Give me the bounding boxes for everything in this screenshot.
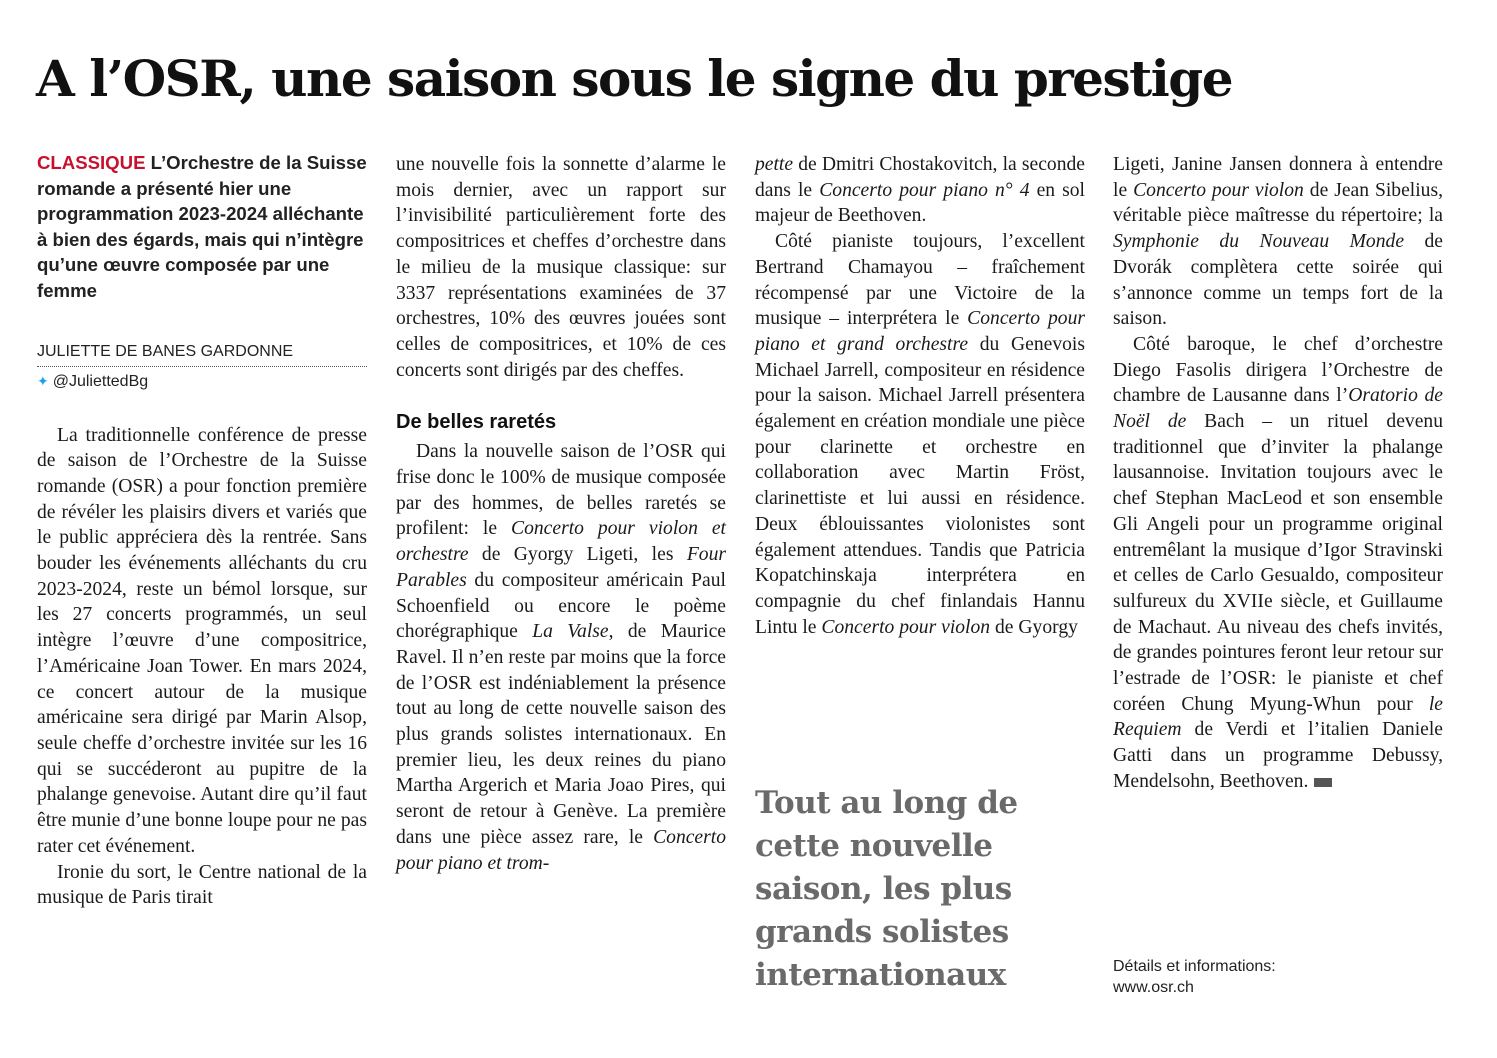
work-title: pette [755,154,794,175]
article-paragraph-continued [755,152,1085,229]
paragraph-text: en sol majeur de Beethoven. [755,179,1086,227]
article-body [37,423,367,911]
article-column-3 [755,152,1085,640]
twitter-handle-line[interactable] [37,370,367,393]
paragraph-text: de Verdi et l’italien Daniele Gatti dans un programme Debussy, Mendelsohn, Beethoven. [1113,719,1443,792]
work-title: Concerto pour piano et grand orchestre [755,308,1085,355]
paragraph-text: Ironie du sort, le Centre national de la musique de Paris tirait [37,861,367,909]
article-paragraph [396,439,726,876]
article-paragraph [37,860,367,911]
details-link[interactable]: www.osr.ch [1113,979,1194,996]
details-box [1113,956,1276,998]
end-of-article-mark [1314,778,1332,787]
paragraph-text: de Dmitri Chostakovitch, la seconde dans le [755,154,1085,201]
article-column-4 [1113,152,1443,795]
article-paragraph: La traditionnelle conférence de presse de saison de l’Orchestre de la Suisse romande (OSR) a pour fonction première de révéler les plaisirs divers et variés que le public appréciera dès la rentrée. Sans bouder les événements alléchants du cru 2023-2024, reste un bémol lorsque, sur les 27 concerts programmés, un seul intègre l’œuvre d’une compositrice, l’Américaine Joan Tower. En mars 2024, ce concert autour de la musique américaine sera dirigé par Marin Alsop, seule cheffe d’orchestre invitée sur les 16 qui se succéderont au pupitre de la phalange genevoise. Autant dire qu’il faut être munie d’une bonne loupe pour ne pas rater cet événement. [37,424,367,857]
article-paragraph-continued [1113,152,1443,332]
work-title: La Valse [532,621,609,643]
twitter-handle[interactable]: @JuliettedBg [52,372,149,390]
article-column-2 [396,152,726,876]
paragraph-text: de Gyorgy [990,616,1078,638]
lead-text: L’Orchestre de la Suisse romande a présenté hier une programmation 2023-2024 alléchante à bien des égards, mais qui n’intègre qu’une œuvre composée par une femme [37,152,367,301]
paragraph-text: de Jean Sibelius, véritable pièce maîtresse du répertoire; la [1113,179,1443,227]
article-paragraph-continued: une nouvelle fois la sonnette d’alarme le mois dernier, avec un rapport sur l’invisibilité particulièrement forte des compositrices et cheffes d’orchestre dans le milieu de la musique classique: sur 3337 représentations examinées de 37 orchestres, 10% des œuvres jouées sont celles de compositrices, et 10% de ces concerts sont dirigés par des cheffes. [396,154,726,381]
work-title: Oratorio de Noël de [1113,385,1443,433]
work-title: Symphonie du Nouveau Monde [1113,231,1405,253]
lead-paragraph [37,150,367,304]
pull-quote: Tout au long de cette nouvelle saison, les plus grands solistes internationaux [755,785,1018,993]
paragraph-text: , de Maurice Ravel. Il n’en reste par moins que la force de l’OSR est indéniablement la présence tout au long de cette nouvelle saison des plus grands solistes internationaux. En premier lieu, les deux reines du piano Martha Argerich et Maria Joao Pires, qui seront de retour à Genève. La première dans une pièce assez rare, le [396,621,726,848]
subheading: De belles raretés [396,411,557,434]
article-column-1 [37,150,367,911]
section-kicker: CLASSIQUE [37,152,146,173]
headline: A l’OSR, une saison sous le signe du prestige [36,49,1233,108]
author-byline: JULIETTE DE BANES GARDONNE [37,342,367,367]
article-paragraph [1113,332,1443,795]
work-title: Concerto pour violon [821,616,991,638]
paragraph-text: Côté pianiste toujours, l’excellent Bertrand Chamayou – fraîchement récompensé par une Victoire de la musique – interprétera le [755,231,1085,330]
work-title: Four Parables [396,544,726,591]
paragraph-text: Bach – un rituel devenu traditionnel que d’inviter la phalange lausannoise. Invitation toujours avec le chef Stephan MacLeod et son ensemble Gli Angeli pour un programme original entremêlant la musique d’Igor Stravinski et celles de Carlo Gesualdo, compositeur sulfureux du XVIIe siècle, et Guillaume de Machaut. Au niveau des chefs invités, de grandes pointures feront leur retour sur l’estrade de l’OSR: le pianiste et chef coréen Chung Myung-Whun pour [1113,411,1443,715]
work-title: Concerto pour piano et trom- [396,826,726,874]
paragraph-text: du compositeur américain Paul Schoenfield ou encore le poème chorégraphique [396,569,726,643]
details-label: Détails et informations: [1113,958,1276,975]
paragraph-text: Dans la nouvelle saison de l’OSR qui frise donc le 100% de musique composée par des hommes, de belles raretés se profilent: le [396,441,726,540]
work-title: Concerto pour violon [1133,179,1304,201]
paragraph-text: Côté baroque, le chef d’orchestre Diego Fasolis dirigera l’Orchestre de chambre de Lausanne dans l’ [1113,333,1443,407]
work-title: Concerto pour piano n° 4 [819,179,1030,201]
twitter-bird-icon: ✦ [37,372,49,389]
work-title: Concerto pour violon et orchestre [396,518,726,566]
paragraph-text: de Dvorák complètera cette soirée qui s’annonce comme un temps fort de la saison. [1113,231,1443,330]
paragraph-text: Ligeti, Janine Jansen donnera à entendre le [1113,154,1443,201]
article-paragraph [755,229,1085,640]
work-title: le Requiem [1113,693,1443,741]
paragraph-text: de Gyorgy Ligeti, les [468,544,687,566]
paragraph-text: du Genevois Michael Jarrell, compositeur en résidence pour la saison. Michael Jarrell présentera également en création mondiale une pièce pour clarinette et orchestre en collaboration avec Martin Fröst, clarinettiste et lui aussi en résidence. Deux éblouissantes violonistes sont également attendues. Tandis que Patricia Kopatchinskaja interprétera en compagnie du chef finlandais Hannu Lintu le [755,333,1085,638]
